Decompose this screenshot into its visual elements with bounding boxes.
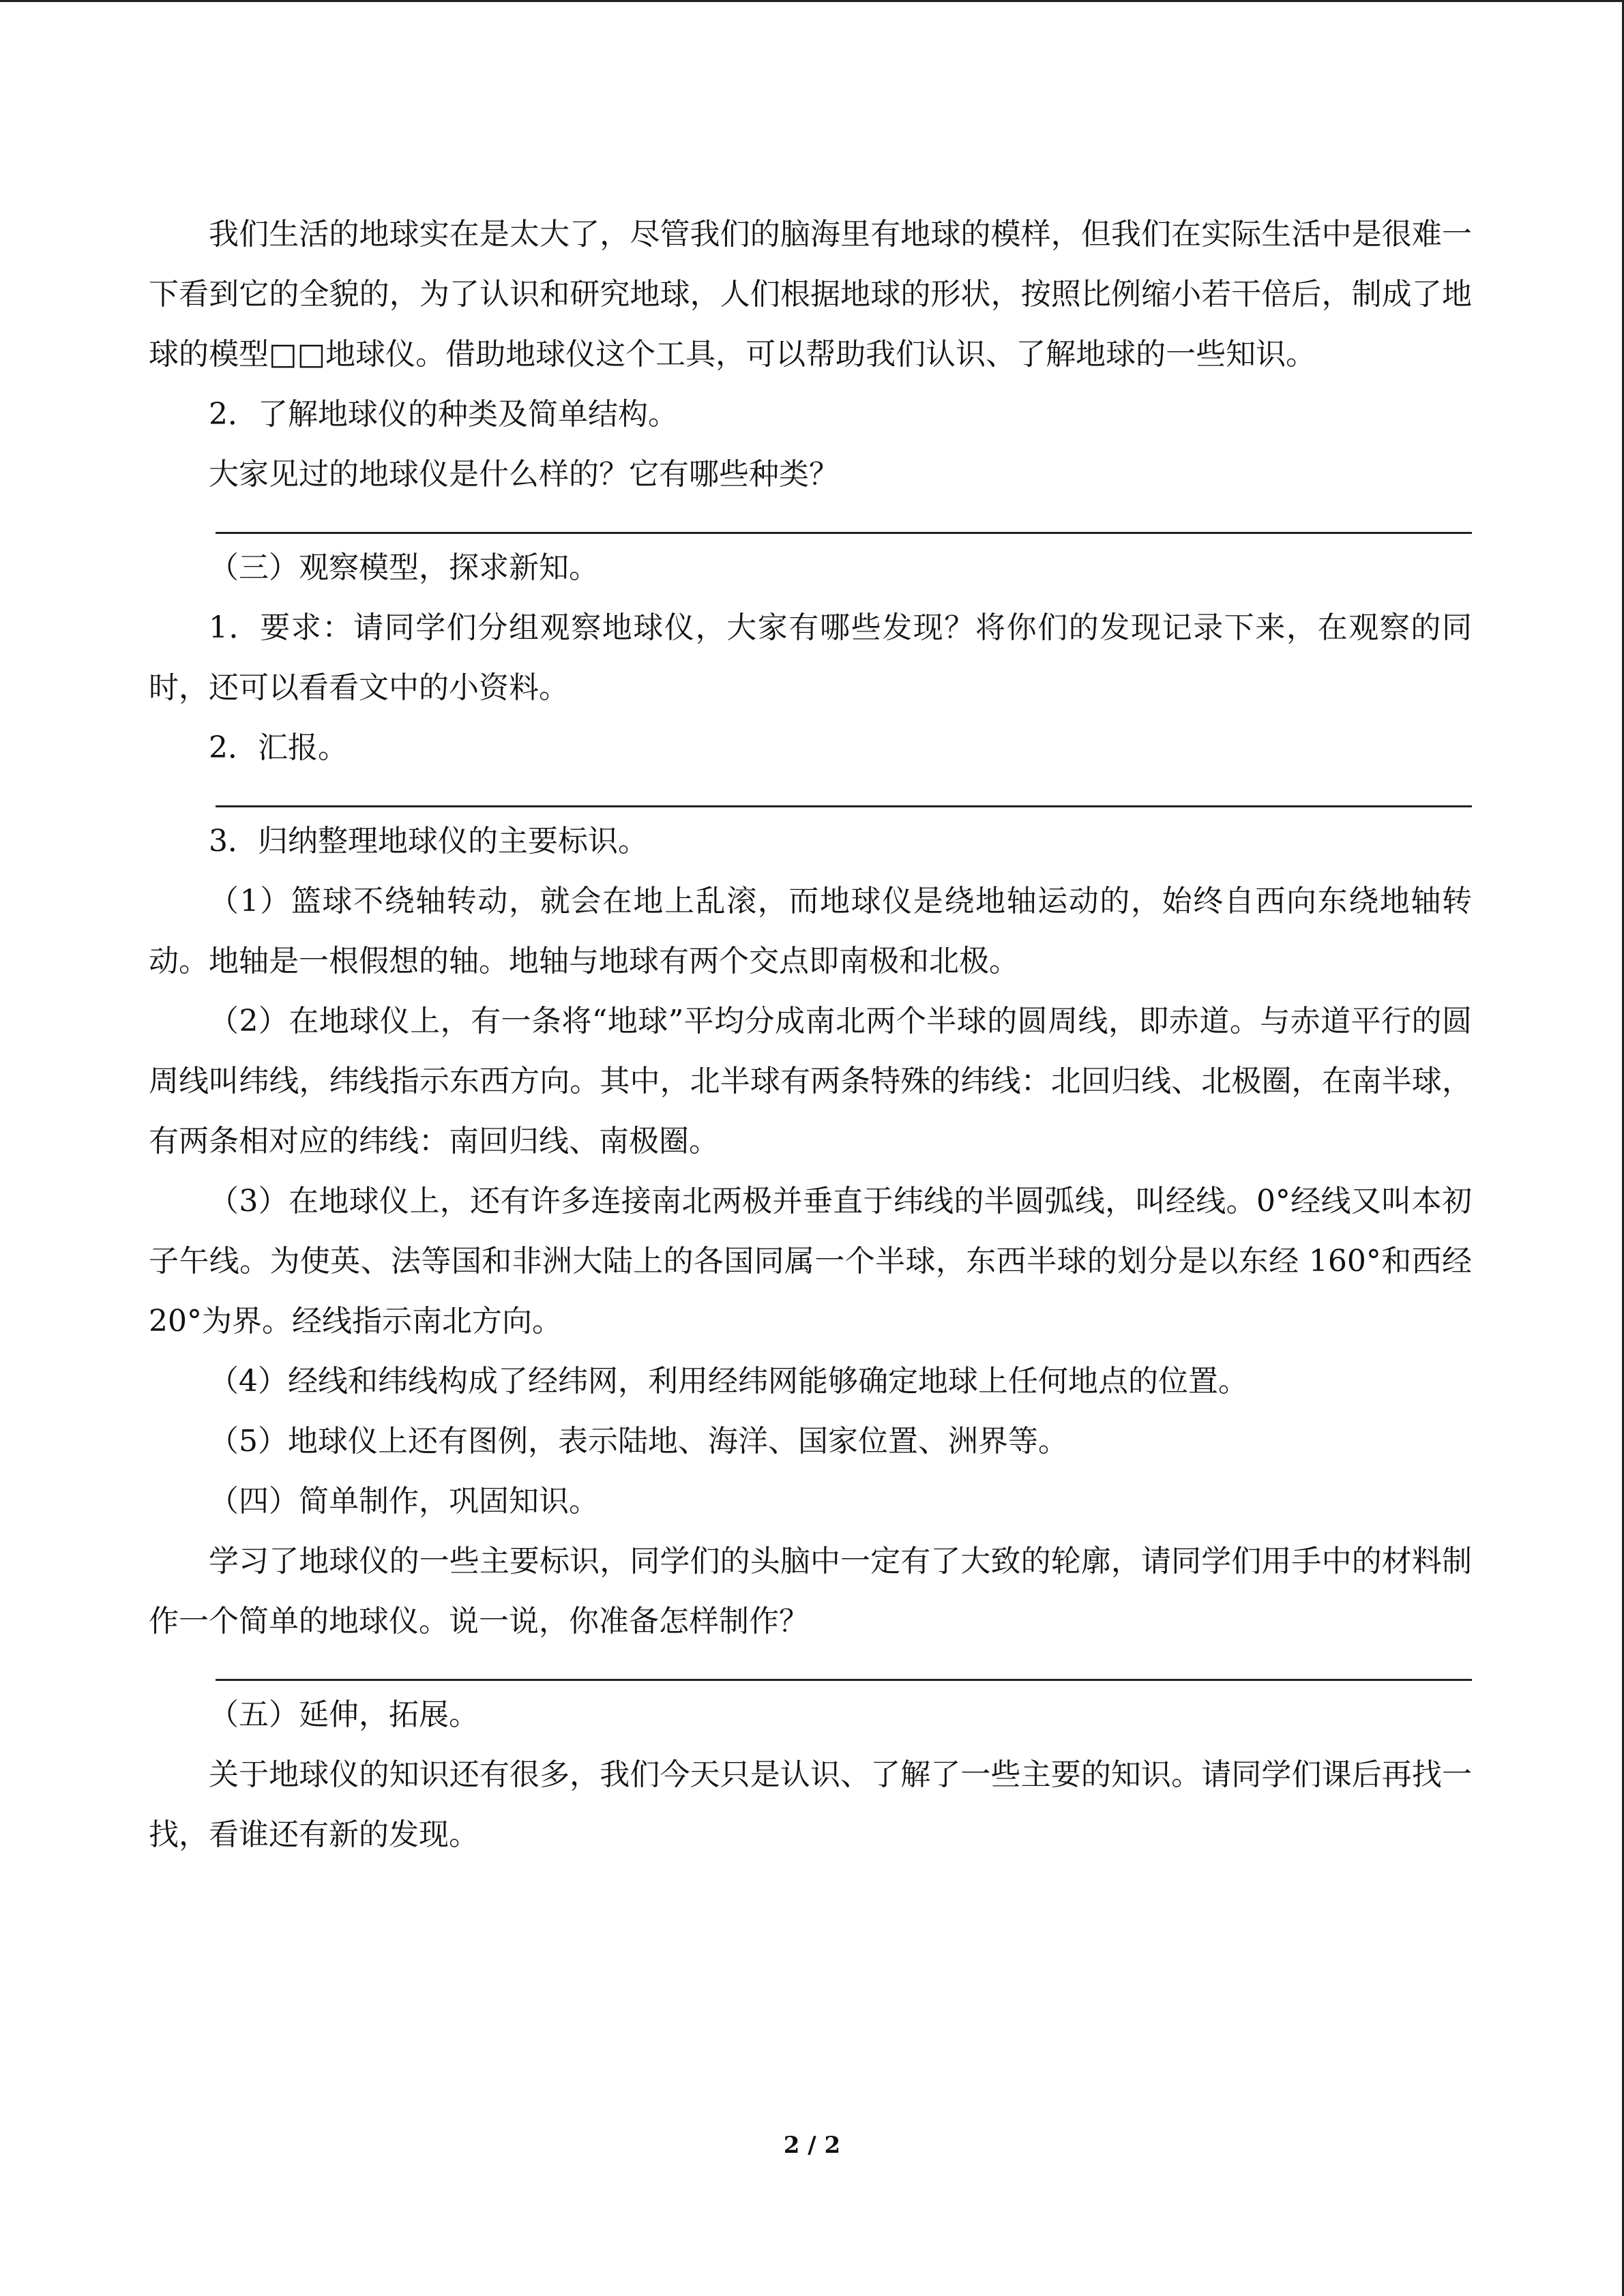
section-three-heading: （三）观察模型，探求新知。 <box>209 550 599 585</box>
section-five-body: 关于地球仪的知识还有很多，我们今天只是认识、了解了一些主要的知识。请同学们课后再找一找，看谁还有新的发现。 <box>149 1757 1472 1852</box>
question-globe-types: 大家见过的地球仪是什么样的？它有哪些种类？ <box>209 457 839 492</box>
section-four-heading: （四）简单制作，巩固知识。 <box>209 1484 599 1519</box>
globe-point-1: （1）篮球不绕轴转动，就会在地上乱滚，而地球仪是绕地轴运动的，始终自西向东绕地轴转动。地轴是一根假想的轴。地轴与地球有两个交点即南极和北极。 <box>149 884 1472 979</box>
globe-point-4: （4）经线和纬线构成了经纬网，利用经纬网能够确定地球上任何地点的位置。 <box>209 1364 1248 1399</box>
section-three-item-2: 2．汇报。 <box>209 730 348 765</box>
subheading-globe-types: 2．了解地球仪的种类及简单结构。 <box>209 397 678 432</box>
section-four-body: 学习了地球仪的一些主要标识，同学们的头脑中一定有了大致的轮廓，请同学们用手中的材料制作一个简单的地球仪。说一说，你准备怎样制作？ <box>149 1544 1472 1639</box>
globe-point-3: （3）在地球仪上，还有许多连接南北两极并垂直于纬线的半圆弧线，叫经线。0°经线又叫本初子午线。为使英、法等国和非洲大陆上的各国同属一个半球，东西半球的划分是以东经 160°和西经 20°为界。经线指示南北方向。 <box>149 1184 1472 1339</box>
section-three-item-1: 1．要求：请同学们分组观察地球仪，大家有哪些发现？将你们的发现记录下来，在观察的同时，还可以看看文中的小资料。 <box>149 610 1472 705</box>
document-body <box>149 205 1472 1865</box>
intro-paragraph: 我们生活的地球实在是太大了，尽管我们的脑海里有地球的模样，但我们在实际生活中是很难一下看到它的全貌的，为了认识和研究地球，人们根据地球的形状，按照比例缩小若干倍后，制成了地球的模型□□地球仪。借助地球仪这个工具，可以帮助我们认识、了解地球的一些知识。 <box>149 217 1472 372</box>
page-border-top <box>0 0 1624 2</box>
section-five-heading: （五）延伸，拓展。 <box>209 1697 479 1732</box>
section-three-item-3: 3．归纳整理地球仪的主要标识。 <box>209 824 648 859</box>
page-number: 2 / 2 <box>783 2132 841 2159</box>
globe-point-2: （2）在地球仪上，有一条将“地球”平均分成南北两个半球的圆周线，即赤道。与赤道平行的圆周线叫纬线，纬线指示东西方向。其中，北半球有两条特殊的纬线：北回归线、北极圈，在南半球，有两条相对应的纬线：南回归线、南极圈。 <box>149 1004 1472 1159</box>
globe-point-5: （5）地球仪上还有图例，表示陆地、海洋、国家位置、洲界等。 <box>209 1424 1068 1459</box>
